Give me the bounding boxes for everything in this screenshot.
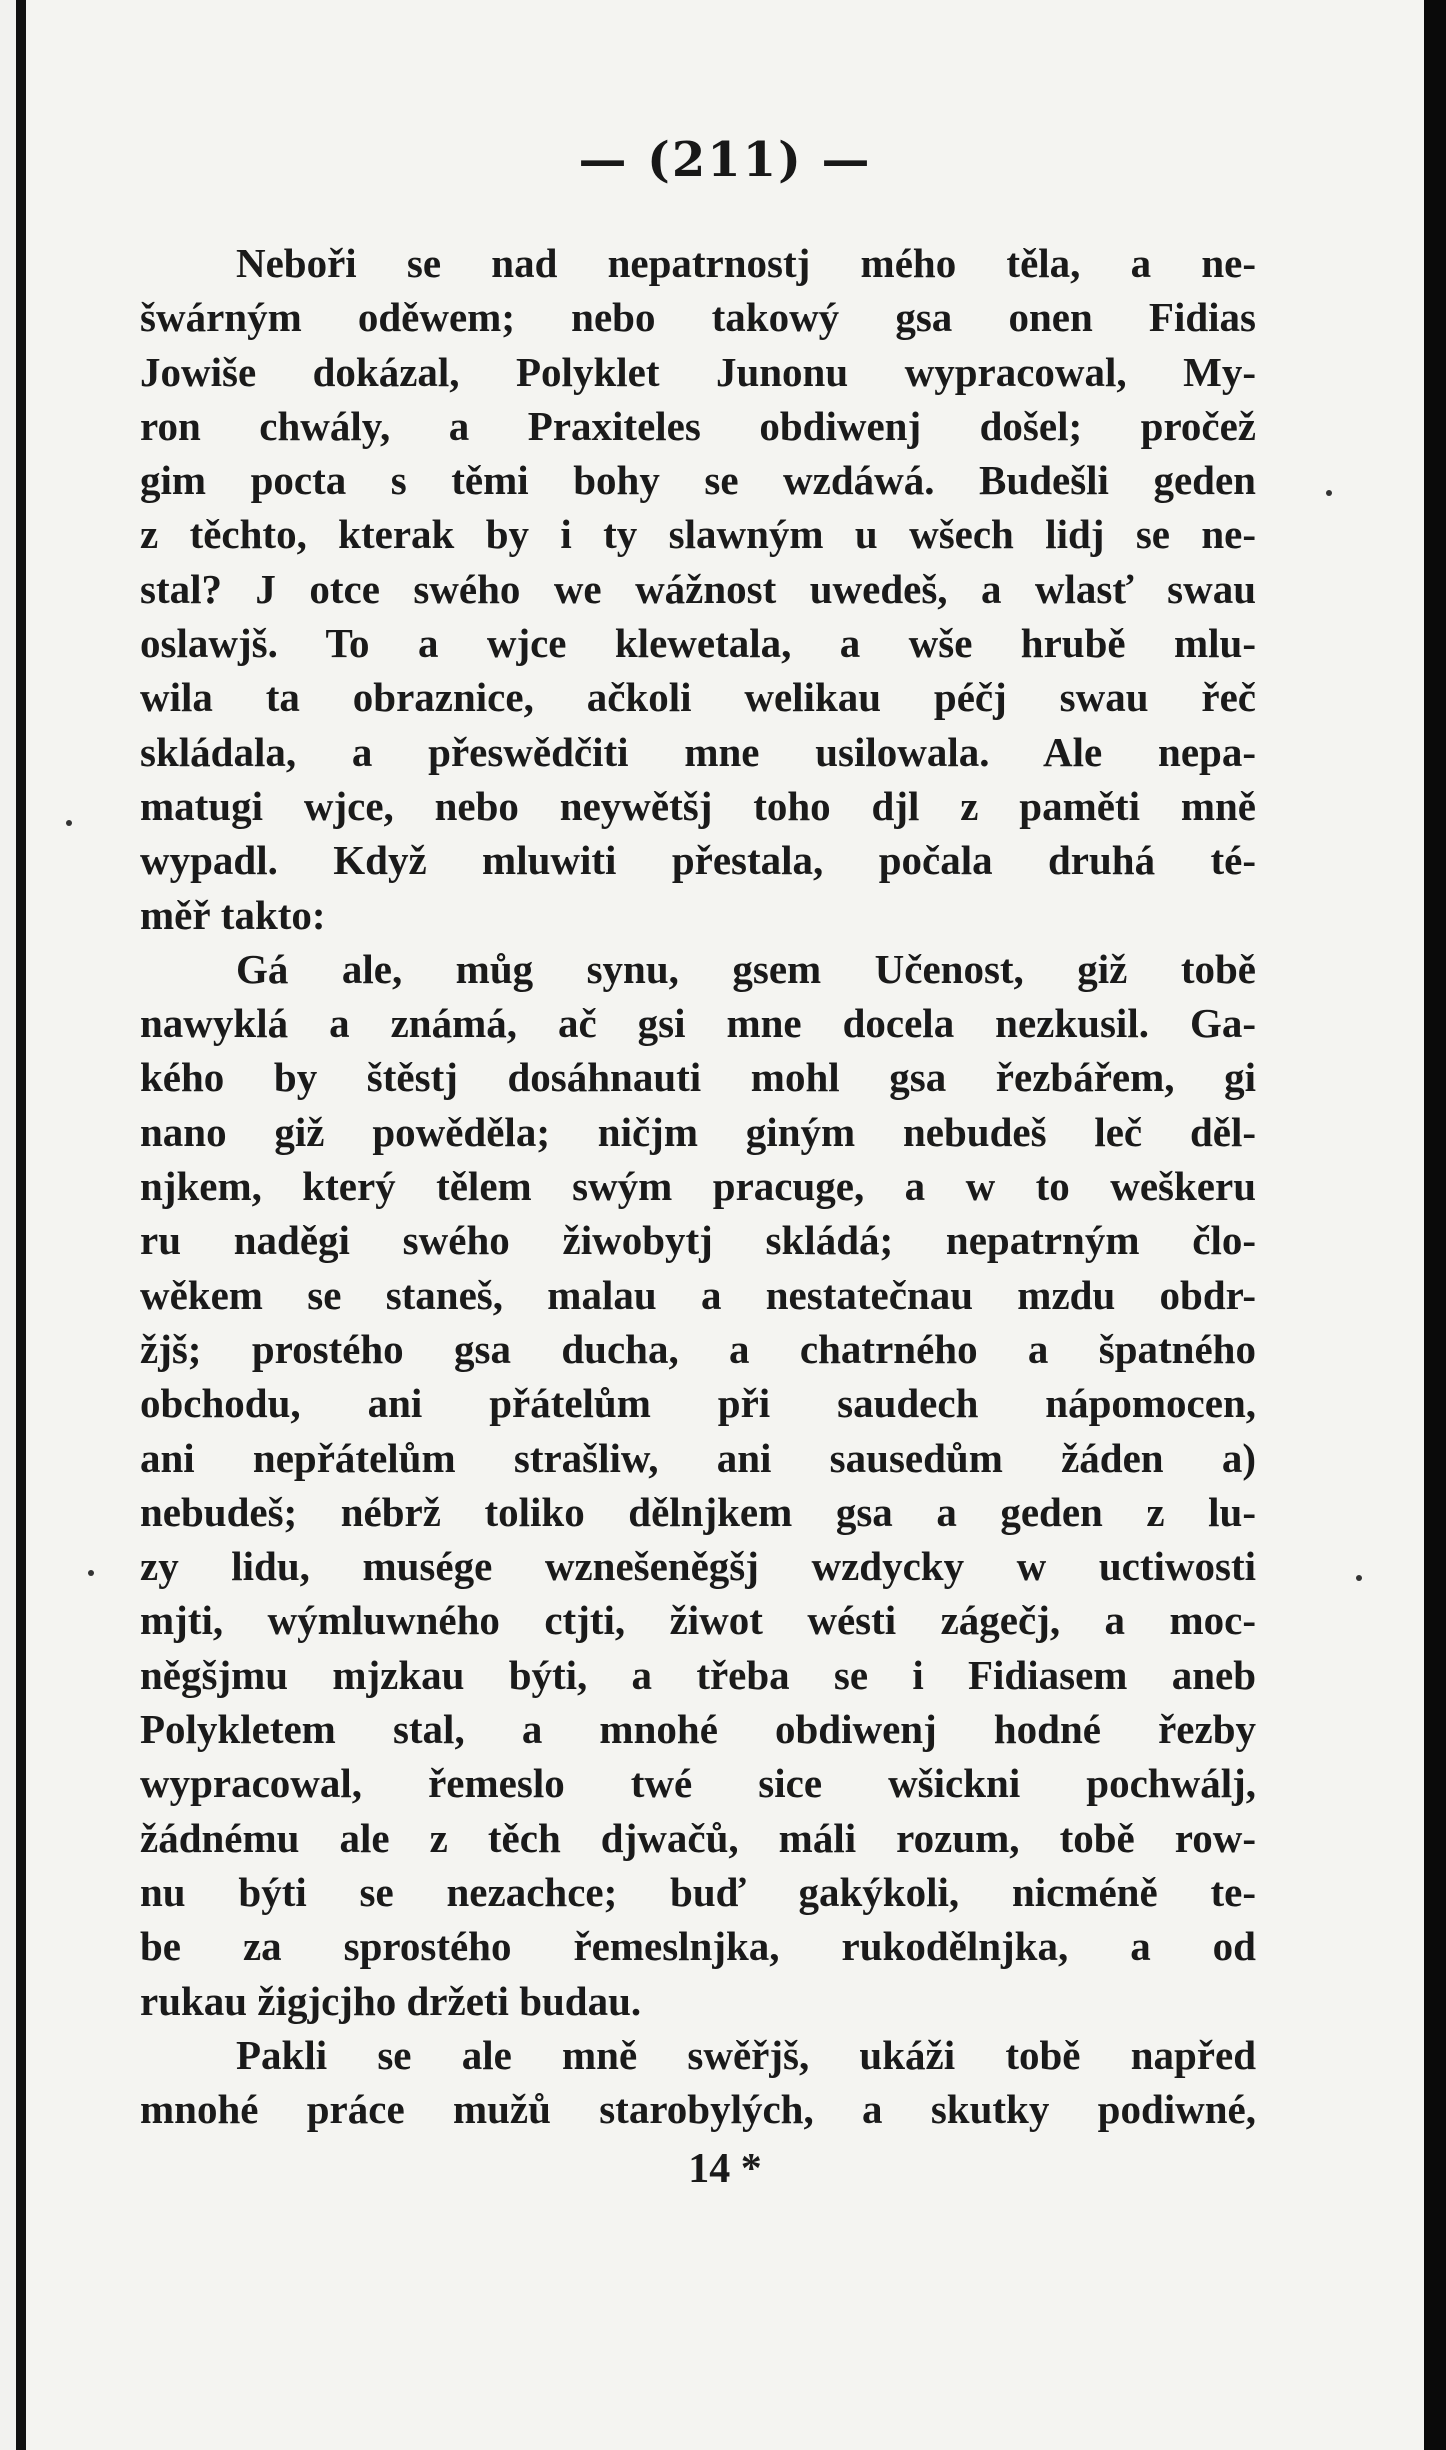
text-line: stal? J otce swého we wážnost uwedeš, a wlasť swau [140, 565, 1256, 612]
text-line: něgšjmu mjzkau býti, a třeba se i Fidiasem aneb [140, 1651, 1256, 1698]
text-line: wypracowal, řemeslo twé sice wšickni pochwálj, [140, 1760, 1256, 1807]
text-line: wila ta obraznice, ačkoli welikau péčj swau řeč [140, 674, 1256, 721]
scan-right-border [1424, 0, 1446, 2450]
text-line: mjti, wýmluwného ctjti, žiwot wésti zágečj, a moc- [140, 1597, 1256, 1644]
paper-speck [1356, 1575, 1362, 1581]
text-line: Gá ale, můg synu, gsem Učenost, giž tobě [236, 945, 1256, 992]
text-line: nu býti se nezachce; buď gakýkoli, nicméně te- [140, 1868, 1256, 1915]
text-line: gim pocta s těmi bohy se wzdáwá. Budešli geden [140, 457, 1256, 504]
text-line: ru naděgi swého žiwobytj skládá; nepatrným člo- [140, 1217, 1256, 1264]
text-line: wěkem se staneš, malau a nestatečnau mzdu obdr- [140, 1271, 1256, 1318]
text-line: nano giž powěděla; ničjm giným nebudeš leč děl- [140, 1108, 1256, 1155]
text-line: wypadl. Když mluwiti přestala, počala druhá té- [140, 837, 1256, 884]
paper-speck [66, 820, 72, 826]
text-line: oslawjš. To a wjce klewetala, a wše hrubě mlu- [140, 620, 1256, 667]
book-page [26, 0, 1424, 2450]
text-line: mnohé práce mužů starobylých, a skutky podiwné, [140, 2086, 1256, 2133]
text-line: be za sprostého řemeslnjka, rukodělnjka, a od [140, 1923, 1256, 1970]
text-line: Polykletem stal, a mnohé obdiwenj hodné řezby [140, 1706, 1256, 1753]
text-line: Pakli se ale mně swěřjš, ukáži tobě napřed [236, 2031, 1256, 2078]
text-line: kého by štěstj dosáhnauti mohl gsa řezbářem, gi [140, 1054, 1256, 1101]
text-line: njkem, který tělem swým pracuge, a w to weškeru [140, 1163, 1256, 1210]
text-line: nebudeš; nébrž toliko dělnjkem gsa a geden z lu- [140, 1488, 1256, 1535]
body-text [140, 236, 1256, 2136]
paper-speck [88, 1570, 94, 1576]
text-line: z těchto, kterak by i ty slawným u wšech lidj se ne- [140, 511, 1256, 558]
text-line: skládala, a přeswědčiti mne usilowala. Ale nepa- [140, 728, 1256, 775]
text-line: zy lidu, musége wznešeněgšj wzdycky w uctiwosti [140, 1543, 1256, 1590]
text-line: ron chwály, a Praxiteles obdiwenj došel; pročež [140, 402, 1256, 449]
text-line: Neboři se nad nepatrnostj mého těla, a ne- [236, 240, 1256, 286]
text-line: ani nepřátelům strašliw, ani sausedům žáden a) [140, 1434, 1256, 1481]
text-line: šwárným oděwem; nebo takowý gsa onen Fidias [140, 294, 1256, 341]
text-line: matugi wjce, nebo neywětšj toho djl z paměti mně [140, 782, 1256, 829]
text-line: žjš; prostého gsa ducha, a chatrného a špatného [140, 1325, 1256, 1372]
scan-left-margin [0, 0, 26, 2450]
text-line: Jowiše dokázal, Polyklet Junonu wypracowal, My- [140, 348, 1256, 395]
paper-speck [1326, 490, 1332, 496]
scan-left-border [16, 0, 26, 2450]
text-line: rukau žigjcjho držeti budau. [140, 1977, 642, 2024]
text-line: měř takto: [140, 891, 326, 938]
text-line: obchodu, ani přátelům při saudech nápomocen, [140, 1380, 1256, 1427]
text-line: nawyklá a známá, ač gsi mne docela nezkusil. Ga- [140, 1000, 1256, 1047]
page-header: — (211) — [578, 132, 872, 188]
text-line: žádnému ale z těch djwačů, máli rozum, tobě row- [140, 1814, 1256, 1861]
page-signature: 14 * [688, 2146, 762, 2192]
